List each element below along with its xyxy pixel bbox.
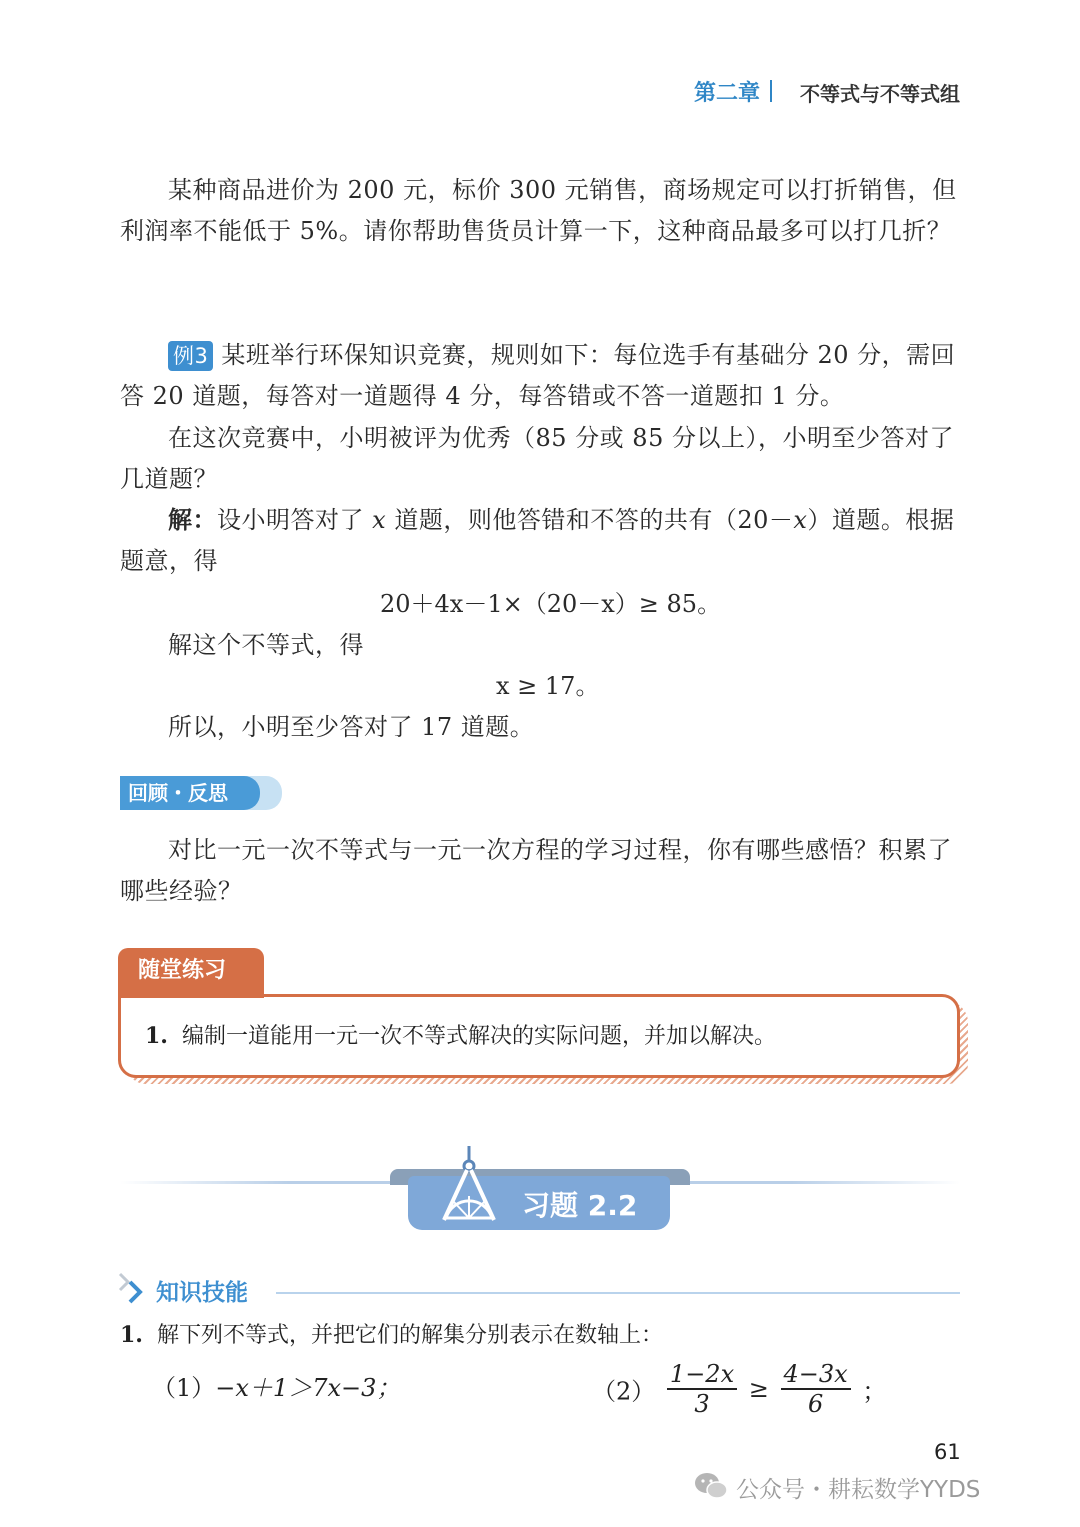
inequality-result: x ≥ 17。 [496,672,600,700]
chapter-title: 不等式与不等式组 [800,82,960,106]
double-chevron-icon [118,1270,152,1304]
watermark-text: 公众号・耕耘数学YYDS [736,1477,981,1503]
solution-label: 解： [168,506,217,534]
example3-solution [120,500,962,582]
example3-question: 在这次竞赛中，小明被评为优秀（85 分或 85 分以上），小明至少答对了几道题？ [120,424,954,493]
part-label: （2） [592,1377,656,1406]
practice-tab: 随堂练习 [118,948,264,998]
running-header [690,76,970,112]
question-1 [120,1318,663,1349]
example3-text: 某班举行环保知识竞赛，规则如下：每位选手有基础分 20 分，需回答 20 道题，每答对一道题得 4 分，每答错或不答一道题扣 1 分。 [120,341,956,410]
exercise-title: 习题 2.2 [522,1189,638,1222]
example3-conclusion: 所以，小明至少答对了 17 道题。 [168,713,535,741]
solution-text-2: 道题，则他答错和不答的共有（20－ [386,506,794,534]
solve-line: 解这个不等式，得 [168,631,364,659]
exercise-banner [390,1140,690,1240]
chapter-label: 第二章 [694,81,761,106]
compass-protractor-icon [434,1144,504,1228]
fraction-left: $\frac{1-2x}{3}$ [667,1360,737,1418]
solution-var: x [372,506,387,534]
example-tag: 例3 [168,341,213,371]
question-number: 1. [120,1322,143,1348]
part-label: （1） [152,1374,216,1402]
header-divider [770,80,772,102]
skills-label: 知识技能 [156,1280,248,1306]
solution-var-2: x [793,506,808,534]
question-1-part-1 [152,1368,400,1403]
review-badge-label: 回顾・反思 [120,776,260,810]
skills-rule [276,1292,960,1294]
practice-item-text: 编制一道能用一元一次不等式解决的实际问题，并加以解决。 [181,1024,776,1049]
practice-item [145,1019,776,1050]
question-1-part-2: （2） $\frac{1-2x}{3}$ ≥ $\frac{4-3x}{6}$ ； [592,1360,887,1418]
inequality-equation: 20＋4x－1×（20－x）≥ 85。 [380,590,722,618]
practice-item-number: 1. [145,1023,168,1049]
review-text: 对比一元一次不等式与一元一次方程的学习过程，你有哪些感悟？积累了哪些经验？ [120,836,952,905]
watermark [694,1467,1054,1507]
page-number: 61 [934,1440,961,1464]
solution-text-3: ）道题。根据题意，得 [120,506,955,575]
example3-statement [120,335,962,417]
practice-box [118,948,968,1088]
skills-heading [118,1268,960,1312]
solution-text-1: 设小明答对了 [217,506,373,534]
fraction-right: $\frac{4-3x}{6}$ [781,1360,851,1418]
wechat-icon [694,1471,728,1501]
review-badge [120,776,282,810]
ge-sign: ≥ [748,1375,769,1403]
question-text: 解下列不等式，并把它们的解集分别表示在数轴上： [156,1323,663,1348]
part-expression: −x＋1＞7x−3； [215,1374,401,1402]
practice-frame [118,994,960,1078]
problem-intro: 某种商品进价为 200 元，标价 300 元销售，商场规定可以打折销售，但利润率不能低于 5%。请你帮助售货员计算一下，这种商品最多可以打几折？ [120,176,957,245]
